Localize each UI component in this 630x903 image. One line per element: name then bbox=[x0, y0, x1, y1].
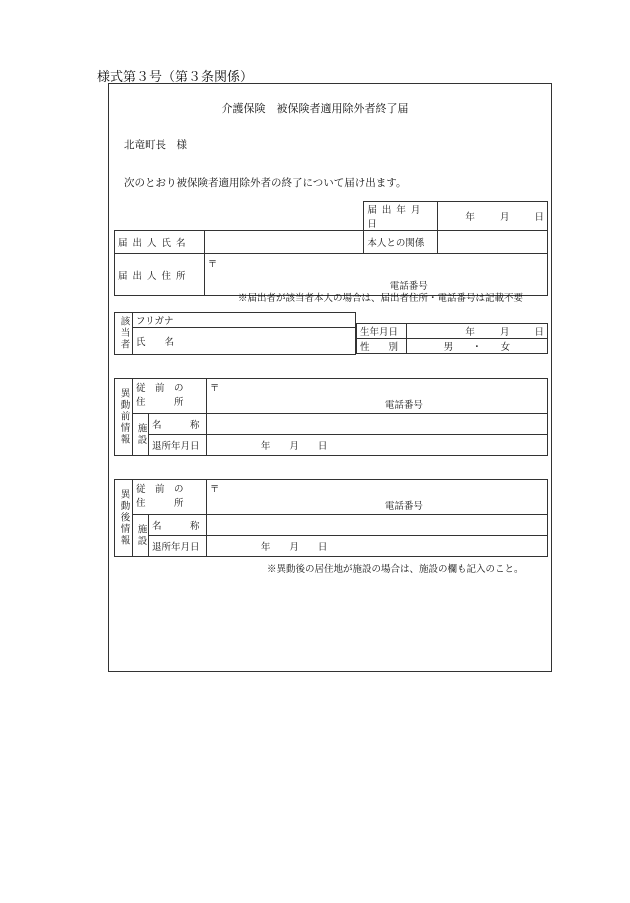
after-prev-address-label bbox=[132, 480, 206, 515]
facility-name-label: 名 称 bbox=[148, 414, 206, 435]
subject-birth-sex-table bbox=[356, 323, 548, 354]
subject-name-field[interactable] bbox=[190, 328, 355, 355]
exit-date-text: 年 月 日 bbox=[260, 441, 328, 452]
form-title: 介護保険 被保険者適用除外者終了届 bbox=[221, 102, 409, 115]
subject-table bbox=[114, 312, 356, 355]
exit-date-label: 退所年月日 bbox=[148, 435, 206, 456]
after-note: ※異動後の居住地が施設の場合は、施設の欄も記入のこと。 bbox=[267, 564, 524, 575]
notify-date-label: 届出年月日 bbox=[364, 202, 438, 231]
after-move-table bbox=[114, 479, 548, 557]
notifier-address-label: 届出人住所 bbox=[115, 254, 205, 296]
sex-label: 性 別 bbox=[357, 339, 407, 354]
notify-date-field[interactable] bbox=[438, 202, 548, 231]
after-facility-name-field[interactable] bbox=[206, 515, 547, 536]
postal-mark: 〒 bbox=[207, 259, 218, 270]
before-facility-side: 施設 bbox=[132, 414, 148, 456]
prev-address-label-line1: 従 前 の bbox=[135, 383, 184, 394]
addressee: 北竜町長 様 bbox=[124, 139, 187, 151]
prev-address-label-line1: 従 前 の bbox=[135, 484, 184, 495]
after-side-label: 異動後情報 bbox=[115, 480, 133, 557]
postal-mark: 〒 bbox=[209, 383, 220, 394]
exit-date-text: 年 月 日 bbox=[260, 542, 328, 553]
birth-date-field[interactable] bbox=[406, 324, 547, 339]
relation-field[interactable] bbox=[438, 231, 548, 254]
furigana-label: フリガナ bbox=[132, 313, 190, 328]
day-label: 日 bbox=[534, 327, 544, 338]
prev-address-label-line2: 住 所 bbox=[135, 397, 184, 408]
day-label: 日 bbox=[534, 212, 544, 223]
relation-label: 本人との関係 bbox=[364, 231, 438, 254]
notifier-table bbox=[114, 201, 548, 296]
phone-label: 電話番号 bbox=[384, 501, 423, 512]
notifier-name-label: 届出人氏名 bbox=[115, 231, 205, 254]
year-label: 年 bbox=[465, 212, 475, 223]
subject-name-label: 氏 名 bbox=[132, 328, 190, 355]
intro-text: 次のとおり被保険者適用除外者の終了について届け出ます。 bbox=[124, 177, 407, 189]
phone-label: 電話番号 bbox=[384, 400, 423, 411]
year-label: 年 bbox=[465, 327, 475, 338]
notifier-note: ※届出者が該当者本人の場合は、届出者住所・電話番号は記載不要 bbox=[238, 293, 524, 304]
before-prev-address-field[interactable] bbox=[206, 379, 547, 414]
sex-options[interactable]: 男 ・ 女 bbox=[406, 339, 547, 354]
postal-mark: 〒 bbox=[209, 484, 220, 495]
before-prev-address-label bbox=[132, 379, 206, 414]
notifier-name-field[interactable] bbox=[204, 231, 364, 254]
birth-label: 生年月日 bbox=[357, 324, 407, 339]
after-prev-address-field[interactable] bbox=[206, 480, 547, 515]
furigana-field[interactable] bbox=[190, 313, 355, 328]
prev-address-label-line2: 住 所 bbox=[135, 498, 184, 509]
after-exit-date-field[interactable] bbox=[206, 536, 547, 557]
before-facility-name-field[interactable] bbox=[206, 414, 547, 435]
subject-side-label: 該当者 bbox=[115, 313, 133, 355]
month-label: 月 bbox=[499, 327, 510, 338]
before-side-label: 異動前情報 bbox=[115, 379, 133, 456]
after-facility-side: 施設 bbox=[132, 515, 148, 557]
before-exit-date-field[interactable] bbox=[206, 435, 547, 456]
before-move-table bbox=[114, 378, 548, 456]
exit-date-label: 退所年月日 bbox=[148, 536, 206, 557]
form-number-caption: 様式第３号（第３条関係） bbox=[97, 70, 254, 85]
facility-name-label: 名 称 bbox=[148, 515, 206, 536]
month-label: 月 bbox=[499, 212, 510, 223]
phone-label: 電話番号 bbox=[389, 281, 428, 292]
